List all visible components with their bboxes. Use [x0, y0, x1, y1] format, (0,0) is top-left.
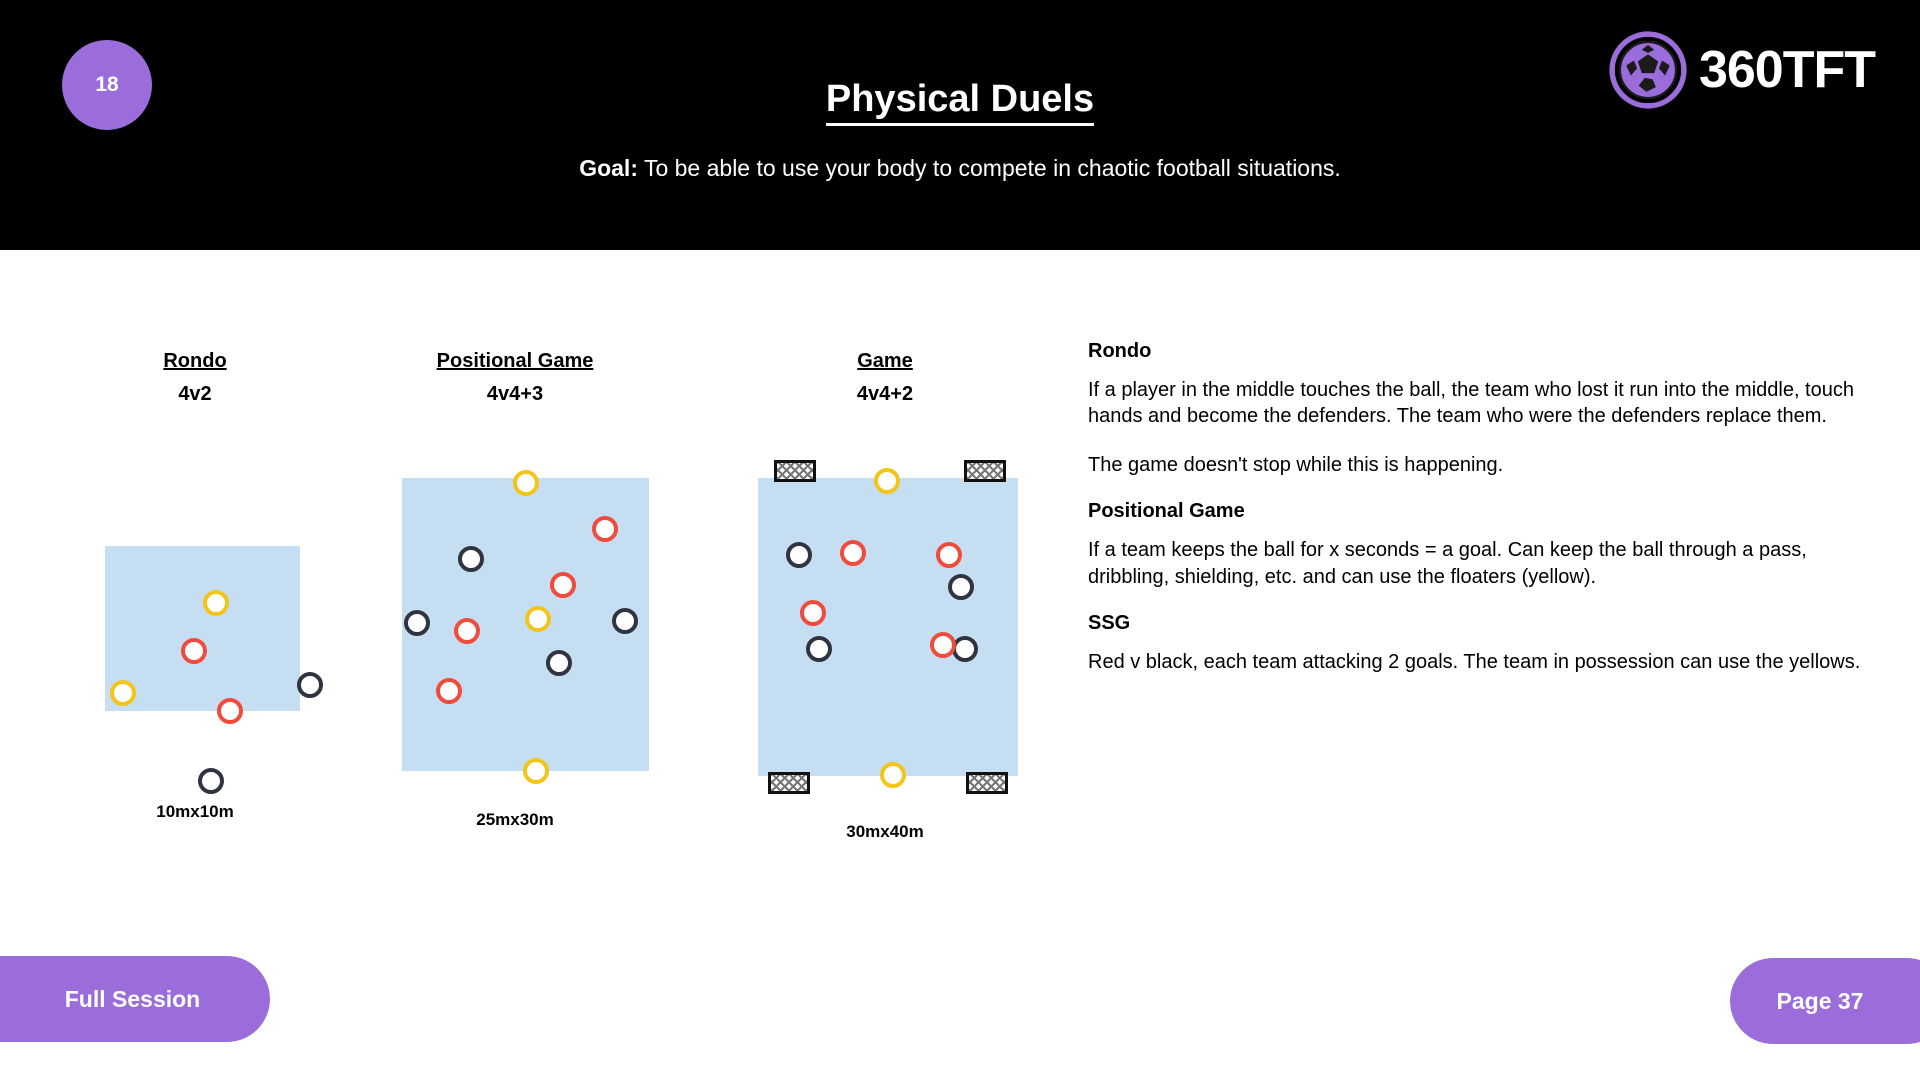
notes-paragraph: If a player in the middle touches the ball, the team who lost it run into the middle, touch hands and become the defenders. The team who were the defenders replace them.: [1088, 379, 1854, 428]
player-yellow: [874, 468, 900, 494]
player-yellow: [880, 762, 906, 788]
session-goal: [0, 155, 1920, 182]
player-red: [550, 572, 576, 598]
diagram-positional-dimensions: 25mx30m: [476, 810, 554, 829]
diagram-positional-title: [370, 350, 660, 373]
player-black: [806, 636, 832, 662]
goal-text: To be able to use your body to compete in chaotic football situations.: [637, 155, 1341, 181]
player-yellow: [525, 606, 551, 632]
goal-net: [768, 772, 810, 794]
player-black: [297, 672, 323, 698]
diagram-game-title: [740, 350, 1030, 373]
goal-net: [966, 772, 1008, 794]
player-black: [948, 574, 974, 600]
notes-heading: SSG: [1088, 611, 1131, 634]
notes-paragraph: Red v black, each team attacking 2 goals. The team in possession can use the yellows.: [1088, 650, 1861, 673]
player-yellow: [513, 470, 539, 496]
player-red: [930, 632, 956, 658]
player-yellow: [110, 680, 136, 706]
player-red: [800, 600, 826, 626]
player-black: [546, 650, 572, 676]
diagram-rondo-dimensions: 10mx10m: [156, 802, 234, 821]
notes-paragraph: If a team keeps the ball for x seconds = a goal. Can keep the ball through a pass, dribbling, shielding, etc. and can use the floaters (yellow).: [1088, 539, 1807, 588]
player-red: [217, 698, 243, 724]
player-yellow: [523, 758, 549, 784]
brand-logo-text: [1698, 41, 1875, 99]
diagram-game-dimensions: 30mx40m: [846, 822, 924, 841]
brand-logo-suffix: TFT: [1782, 41, 1875, 99]
player-red: [936, 542, 962, 568]
player-red: [181, 638, 207, 664]
session-number-badge: 18: [62, 40, 152, 130]
player-black: [786, 542, 812, 568]
diagram-game-title-text: Game: [857, 350, 913, 372]
diagram-positional-game: [370, 350, 660, 910]
header-bar: [0, 0, 1920, 250]
drill-diagrams: [0, 250, 1100, 950]
player-red: [454, 618, 480, 644]
full-session-button[interactable]: Full Session: [0, 956, 270, 1042]
diagram-rondo-subtitle: 4v2: [178, 383, 212, 405]
page-number-badge: Page 37: [1730, 958, 1920, 1044]
goal-net: [774, 460, 816, 482]
diagram-rondo: [75, 350, 315, 910]
diagram-rondo-title-text: Rondo: [163, 350, 227, 372]
player-yellow: [203, 590, 229, 616]
goal-label: Goal:: [579, 155, 638, 181]
diagram-positional-title-text: Positional Game: [436, 350, 594, 372]
diagram-game-pitch: [758, 478, 1018, 776]
notes-heading: Positional Game: [1088, 500, 1245, 523]
player-red: [436, 678, 462, 704]
page-title-text: Physical Duels: [826, 78, 1094, 126]
player-red: [592, 516, 618, 542]
player-red: [840, 540, 866, 566]
brand-logo-number: 360: [1698, 41, 1783, 99]
brand-logo: [1609, 30, 1875, 110]
notes-heading: Rondo: [1088, 340, 1152, 362]
player-black: [198, 768, 224, 794]
goal-net: [964, 460, 1006, 482]
player-black: [404, 610, 430, 636]
diagram-rondo-title: [75, 350, 315, 373]
coaching-notes: [1088, 340, 1868, 697]
diagram-game-subtitle: 4v4+2: [856, 383, 914, 405]
player-black: [612, 608, 638, 634]
diagram-positional-subtitle: 4v4+3: [486, 383, 544, 405]
diagram-game: [740, 350, 1030, 930]
notes-paragraph: The game doesn't stop while this is happening.: [1088, 453, 1504, 476]
player-black: [458, 546, 484, 572]
player-black: [952, 636, 978, 662]
soccer-ball-icon: [1609, 31, 1687, 109]
